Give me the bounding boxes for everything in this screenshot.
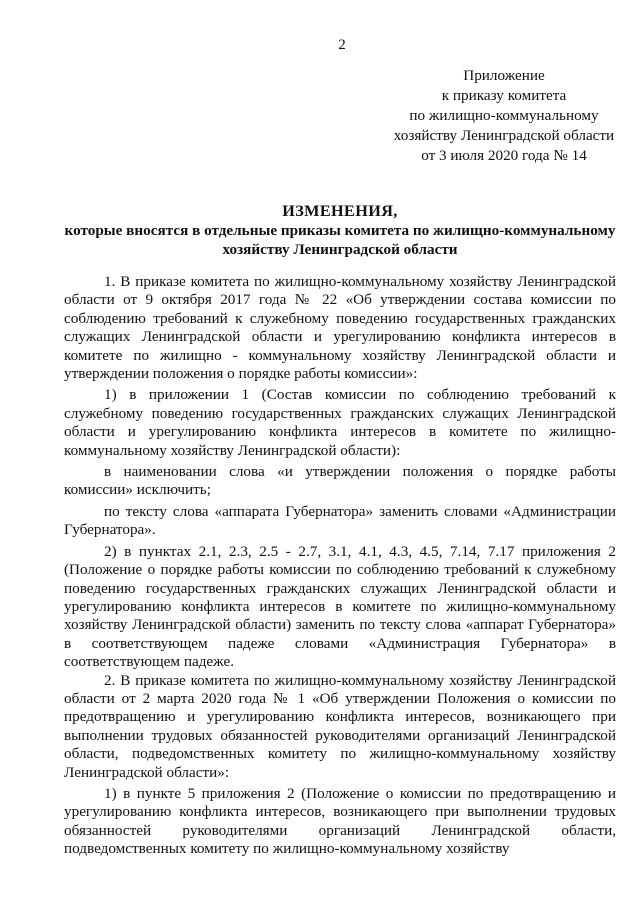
paragraph-1-1-b: по тексту слова «аппарата Губернатора» заменить словами «Администрации Губернатора».	[64, 502, 616, 539]
document-title: ИЗМЕНЕНИЯ,	[282, 202, 398, 220]
appendix-header	[376, 66, 632, 166]
paragraph-1-2: 2) в пунктах 2.1, 2.3, 2.5 - 2.7, 3.1, 4.1, 4.3, 4.5, 7.14, 7.17 приложения 2 (Положение о порядке работы комиссии по соблюдению требований к служебному поведению государственных гражданских служащих Ленинградской области и урегулированию конфликта интересов в комитете по жилищно-коммунальному хозяйству Ленинградской области) заменить по тексту слова «аппарат Губернатора» в соответствующем падеже словами «Администрация Губернатора» в соответствующем падеже.	[64, 542, 616, 671]
appendix-line: по жилищно-коммунальному	[409, 107, 599, 124]
appendix-line: Приложение	[463, 67, 545, 84]
appendix-line: к приказу комитета	[441, 87, 567, 104]
paragraph-2: 2. В приказе комитета по жилищно-коммунальному хозяйству Ленинградской области от 2 марта 2020 года № 1 «Об утверждении Положения о комиссии по предотвращению и урегулированию конфликта интересов, возникающего при выполнении трудовых обязанностей руководителями организаций Ленинградской области, подведомственных комитету по жилищно-коммунальному хозяйству Ленинградской области»:	[64, 671, 616, 781]
paragraph-1-1-a: в наименовании слова «и утверждении положения о порядке работы комиссии» исключить;	[64, 463, 616, 499]
document-heading	[64, 202, 616, 259]
document-subtitle: которые вносятся в отдельные приказы комитета по жилищно-коммунальному хозяйству Ленинградской области	[64, 222, 616, 258]
paragraph-1: 1. В приказе комитета по жилищно-коммунальному хозяйству Ленинградской области от 9 октября 2017 года № 22 «Об утверждении состава комиссии по соблюдению требований к служебному поведению государственных гражданских служащих Ленинградской области и урегулированию конфликта интересов в комитете по жилищно - коммунальному хозяйству Ленинградской области и утверждении положения о порядке работы комиссии»:	[64, 273, 616, 383]
page-number: 2	[338, 37, 346, 53]
paragraph-1-1: 1) в приложении 1 (Состав комиссии по соблюдению требований к служебному поведению государственных гражданских служащих Ленинградской области и урегулированию конфликта интересов в комитете по жилищно-коммунальному хозяйству Ленинградской области):	[64, 386, 616, 459]
document-body	[64, 273, 616, 859]
appendix-line: хозяйству Ленинградской области	[393, 127, 615, 144]
appendix-line: от 3 июля 2020 года № 14	[421, 147, 587, 164]
paragraph-2-1: 1) в пункте 5 приложения 2 (Положение о комиссии по предотвращению и урегулированию конфликта интересов, возникающего при выполнении трудовых обязанностей руководителями организаций Ленинградской области, подведомственных комитету по жилищно-коммунальному хозяйству	[64, 784, 616, 858]
